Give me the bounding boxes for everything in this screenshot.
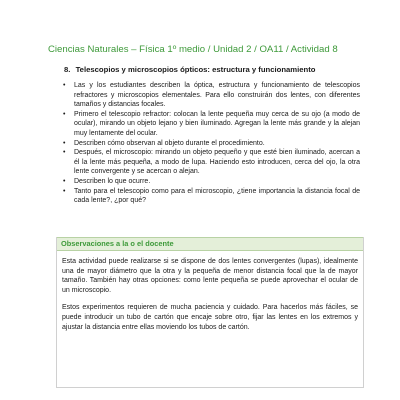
list-item-text: Tanto para el telescopio como para el microscopio, ¿tiene importancia la distancia focal de cada lente?, ¿por qué? bbox=[74, 187, 360, 205]
list-item bbox=[62, 177, 360, 187]
list-item bbox=[62, 81, 360, 110]
section-title-text: Telescopios y microscopios ópticos: estructura y funcionamiento bbox=[75, 65, 316, 74]
teacher-notes-box bbox=[56, 237, 364, 388]
teacher-notes-body bbox=[57, 251, 363, 332]
list-item-text: Describen cómo observan al objeto durante el procedimiento. bbox=[74, 139, 265, 147]
bullet-icon: • bbox=[63, 149, 66, 157]
bullet-icon: • bbox=[63, 82, 66, 89]
list-item-text: Primero el telescopio refractor: colocan la lente pequeña muy cerca de su ojo (a modo de ocular), mirando un objeto lejano y bien iluminado. Agregan la lente más grande y la alejan muy lentamente del ocular. bbox=[74, 110, 360, 137]
list-item bbox=[62, 187, 360, 206]
bullet-icon: • bbox=[63, 177, 66, 185]
section-number: 8. bbox=[64, 65, 71, 74]
bullet-icon: • bbox=[63, 110, 66, 118]
teacher-notes-title: Observaciones a la o el docente bbox=[57, 237, 363, 251]
list-item bbox=[62, 139, 360, 149]
bullet-icon: • bbox=[63, 187, 66, 195]
list-item-text: Describen lo que ocurre. bbox=[74, 177, 151, 185]
list-item-text: Después, el microscopio: mirando un objeto pequeño y que esté bien iluminado, acercan a él la lente más pequeña, a modo de lupa. Haciendo esto introducen, cerca del ojo, la otra lente convergente y se acercan o alejan. bbox=[74, 149, 360, 176]
list-item bbox=[62, 110, 360, 139]
teacher-notes-paragraph: Esta actividad puede realizarse si se dispone de dos lentes convergentes (lupas), idealmente una de mayor diámetro que la otra y la pequeña de menor distancia focal que la de mayor tamaño. También hay otras opciones: como lente pequeña se puede aprovechar el ocular de un microscopio. bbox=[62, 258, 358, 294]
teacher-notes-paragraph: Estos experimentos requieren de mucha paciencia y cuidado. Para hacerlos más fáciles, se puede introducir un tubo de cartón que encaje sobre otro, fijar las lentes en los extremos y ajustar la distancia entre ellas moviendo los tubos de cartón. bbox=[62, 304, 358, 331]
section-title bbox=[64, 65, 316, 74]
bullet-icon: • bbox=[63, 139, 66, 147]
list-item-text: Las y los estudiantes describen la óptica, estructura y funcionamiento de telescopios refractores y microscopios elementales. Para ello construirán dos lentes, con diferentes tamaños y distancias focales. bbox=[74, 82, 360, 109]
list-item bbox=[62, 148, 360, 177]
activity-bullet-list bbox=[62, 81, 360, 206]
page-header-breadcrumb: Ciencias Naturales – Física 1º medio / Unidad 2 / OA11 / Actividad 8 bbox=[48, 44, 338, 55]
